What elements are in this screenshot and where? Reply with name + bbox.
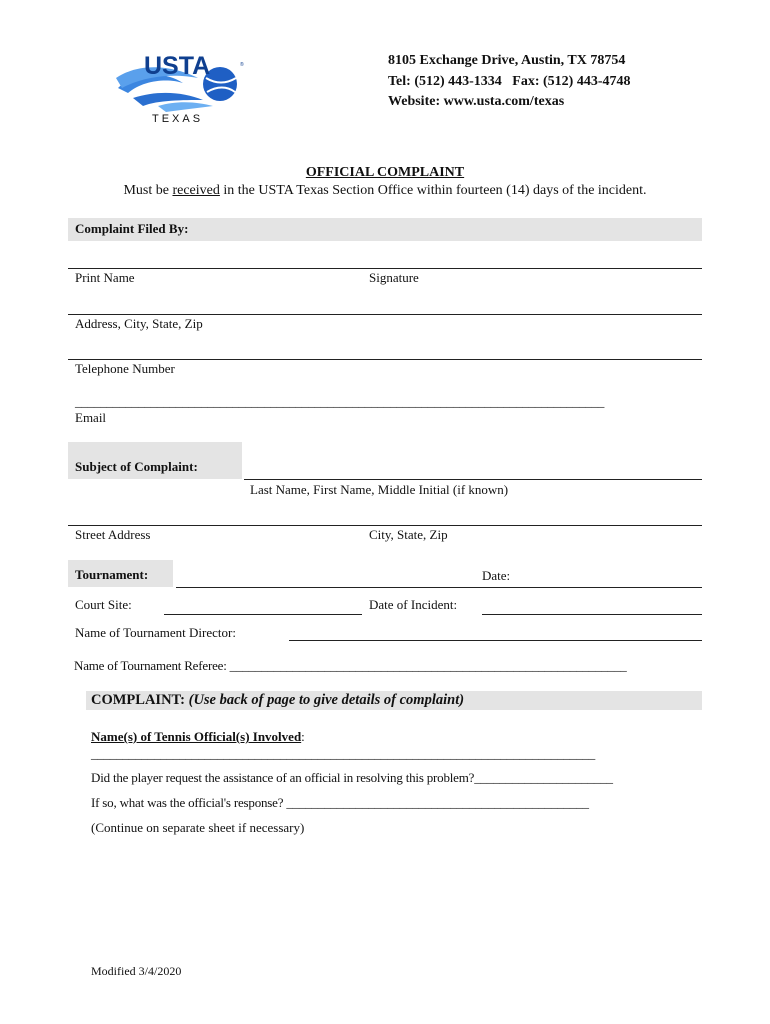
usta-logo-icon	[108, 48, 248, 128]
telephone-label: Telephone Number	[75, 361, 175, 376]
address-label: Address, City, State, Zip	[75, 316, 203, 331]
assistance-question[interactable]: Did the player request the assistance of an official in resolving this problem?______________________	[91, 770, 613, 785]
address-input-line[interactable]	[68, 314, 702, 315]
subject-name-line[interactable]	[244, 479, 702, 480]
print-name-line[interactable]	[68, 268, 702, 269]
street-address-label: Street Address	[75, 527, 151, 542]
tournament-heading: Tournament:	[75, 567, 149, 582]
form-title: OFFICIAL COMPLAINT	[305, 165, 465, 180]
email-input-line[interactable]: ____________________________________________________________________________________	[75, 394, 605, 409]
form-subtitle: Must be received in the USTA Texas Section Office within fourteen (14) days of the incident.	[123, 183, 647, 198]
usta-texas-logo	[108, 48, 248, 128]
logo-texas: TEXAS	[152, 113, 204, 125]
court-site-label: Court Site:	[75, 597, 132, 612]
referee-label[interactable]: Name of Tournament Referee: _______________________________________________________________	[74, 658, 627, 673]
contact-block	[388, 51, 631, 113]
filed-by-heading: Complaint Filed By:	[75, 221, 189, 236]
continue-note: (Continue on separate sheet if necessary)	[91, 820, 305, 835]
subject-address-line[interactable]	[68, 525, 702, 526]
subject-heading: Subject of Complaint:	[75, 459, 198, 474]
tournament-name-line[interactable]	[176, 587, 702, 588]
print-name-label: Print Name	[75, 270, 135, 285]
complaint-heading: COMPLAINT: (Use back of page to give details of complaint)	[91, 692, 465, 708]
date-label: Date:	[482, 568, 511, 583]
address-line: 8105 Exchange Drive, Austin, TX 78754	[388, 53, 626, 68]
director-line[interactable]	[289, 640, 702, 641]
website-line: Website: www.usta.com/texas	[388, 94, 565, 109]
telephone-input-line[interactable]	[68, 359, 702, 360]
svg-text:®: ®	[240, 62, 244, 68]
response-question[interactable]: If so, what was the official's response? ________________________________________________	[91, 795, 589, 810]
signature-label: Signature	[369, 270, 419, 285]
modified-date: Modified 3/4/2020	[91, 964, 182, 978]
officials-input-line[interactable]: ________________________________________________________________________________	[91, 746, 596, 761]
court-site-line[interactable]	[164, 614, 362, 615]
email-label: Email	[75, 410, 107, 425]
officials-label: Name(s) of Tennis Official(s) Involved:	[91, 729, 305, 744]
director-label: Name of Tournament Director:	[75, 625, 236, 640]
date-incident-line[interactable]	[482, 614, 702, 615]
date-incident-label: Date of Incident:	[369, 597, 458, 612]
phone-line: Tel: (512) 443-1334 Fax: (512) 443-4748	[388, 73, 631, 89]
subject-name-caption: Last Name, First Name, Middle Initial (if known)	[250, 482, 509, 497]
logo-wordmark: USTA	[144, 52, 211, 80]
city-state-zip-label: City, State, Zip	[369, 527, 448, 542]
